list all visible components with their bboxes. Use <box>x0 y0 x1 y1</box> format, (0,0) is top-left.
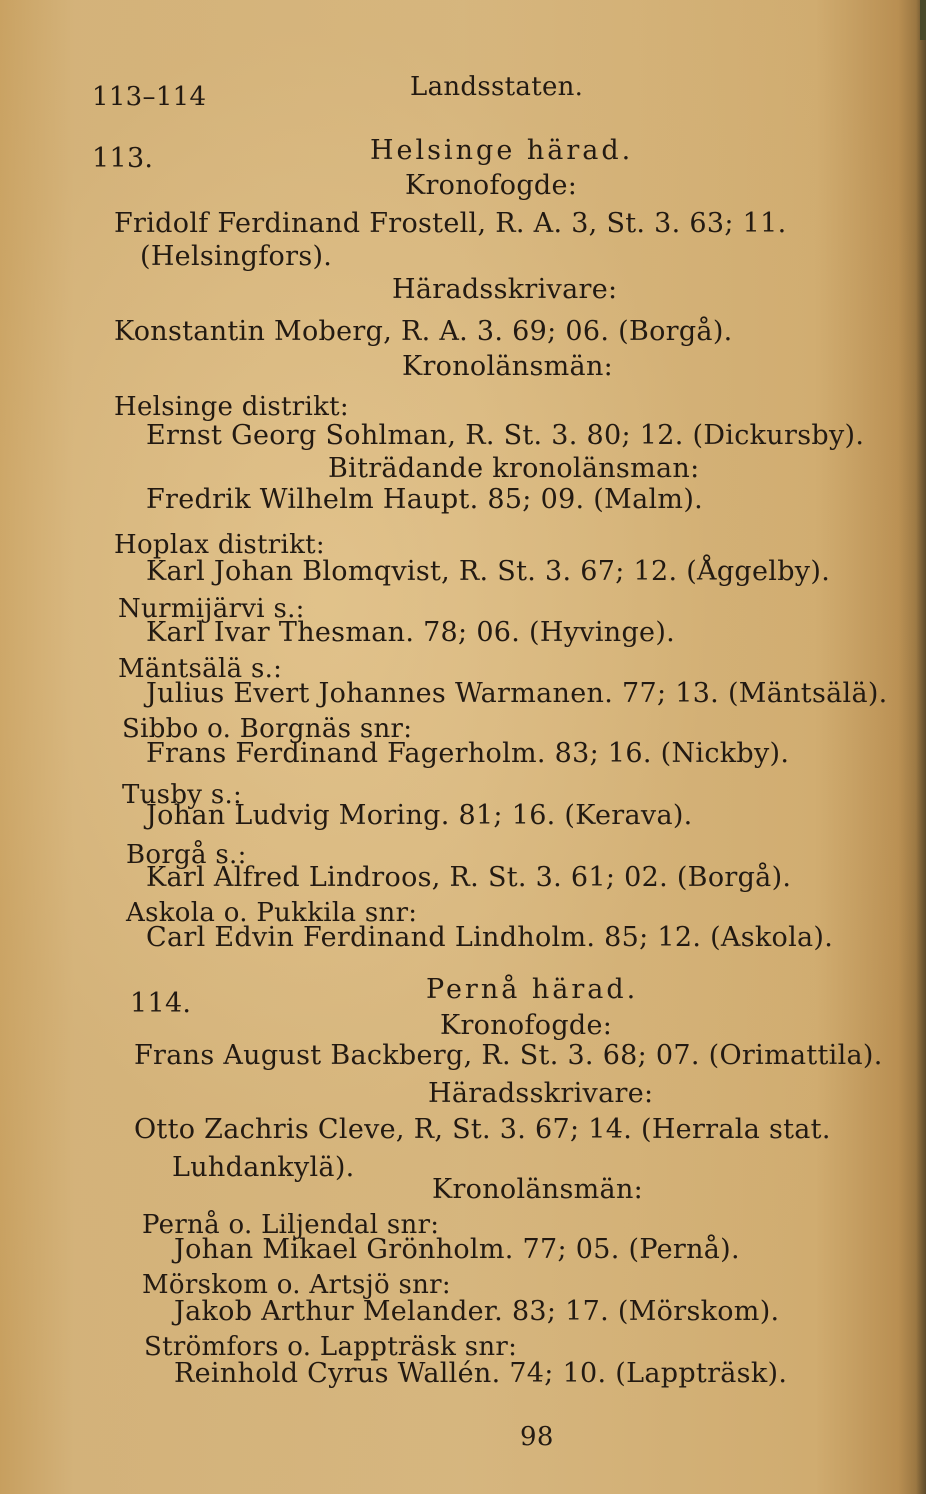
official-entry: Karl Alfred Lindroos, R. St. 3. 61; 02. (Borgå). <box>146 862 792 893</box>
official-entry: Carl Edvin Ferdinand Lindholm. 85; 12. (Askola). <box>146 922 834 953</box>
page-edge-mark <box>920 0 926 40</box>
official-entry-cont: Luhdankylä). <box>172 1152 355 1183</box>
district-label: Pernå o. Liljendal snr: <box>142 1210 440 1240</box>
header-page-range: 113–114 <box>92 82 207 112</box>
official-entry: Otto Zachris Cleve, R, St. 3. 67; 14. (Herrala stat. <box>134 1114 831 1145</box>
official-entry: Johan Ludvig Moring. 81; 16. (Kerava). <box>146 800 693 831</box>
district-label: Sibbo o. Borgnäs snr: <box>122 714 413 744</box>
header-title: Landsstaten. <box>410 72 584 102</box>
district-label: Strömfors o. Lappträsk snr: <box>144 1332 518 1362</box>
section-title: Helsinge härad. <box>370 135 634 166</box>
official-entry: Fredrik Wilhelm Haupt. 85; 09. (Malm). <box>146 484 704 515</box>
section-title: Pernå härad. <box>426 974 639 1005</box>
role-heading: Kronofogde: <box>440 1010 613 1041</box>
district-label: Borgå s.: <box>126 840 247 870</box>
role-heading: Kronolänsmän: <box>432 1174 644 1205</box>
role-heading: Kronolänsmän: <box>402 351 614 382</box>
district-label: Askola o. Pukkila snr: <box>126 898 418 928</box>
district-label: Mäntsälä s.: <box>118 654 283 684</box>
section-number: 113. <box>92 143 154 174</box>
official-entry: Frans August Backberg, R. St. 3. 68; 07. (Orimattila). <box>134 1040 883 1071</box>
district-label: Mörskom o. Artsjö snr: <box>142 1270 451 1300</box>
district-label: Helsinge distrikt: <box>114 392 349 422</box>
district-label: Hoplax distrikt: <box>114 530 325 560</box>
official-entry: Karl Ivar Thesman. 78; 06. (Hyvinge). <box>146 617 676 648</box>
district-label: Tusby s.: <box>122 780 243 810</box>
official-entry: Konstantin Moberg, R. A. 3. 69; 06. (Borgå). <box>114 316 733 347</box>
role-heading: Biträdande kronolänsman: <box>328 453 700 484</box>
role-heading: Häradsskrivare: <box>392 274 618 305</box>
official-entry: Johan Mikael Grönholm. 77; 05. (Pernå). <box>174 1234 740 1265</box>
page-number: 98 <box>520 1422 554 1452</box>
role-heading: Häradsskrivare: <box>428 1078 654 1109</box>
role-heading: Kronofogde: <box>405 170 578 201</box>
official-entry: Julius Evert Johannes Warmanen. 77; 13. (Mäntsälä). <box>146 678 888 709</box>
district-label: Nurmijärvi s.: <box>118 594 305 624</box>
official-entry: Reinhold Cyrus Wallén. 74; 10. (Lappträsk). <box>174 1358 788 1389</box>
page-edge <box>916 0 926 1494</box>
official-entry: Frans Ferdinand Fagerholm. 83; 16. (Nickby). <box>146 738 790 769</box>
official-entry: Fridolf Ferdinand Frostell, R. A. 3, St. 3. 63; 11. <box>114 208 787 239</box>
section-number: 114. <box>130 988 192 1019</box>
official-entry: Jakob Arthur Melander. 83; 17. (Mörskom). <box>174 1296 780 1327</box>
official-entry-cont: (Helsingfors). <box>140 241 333 272</box>
official-entry: Karl Johan Blomqvist, R. St. 3. 67; 12. (Åggelby). <box>146 556 831 587</box>
official-entry: Ernst Georg Sohlman, R. St. 3. 80; 12. (Dickursby). <box>146 420 865 451</box>
